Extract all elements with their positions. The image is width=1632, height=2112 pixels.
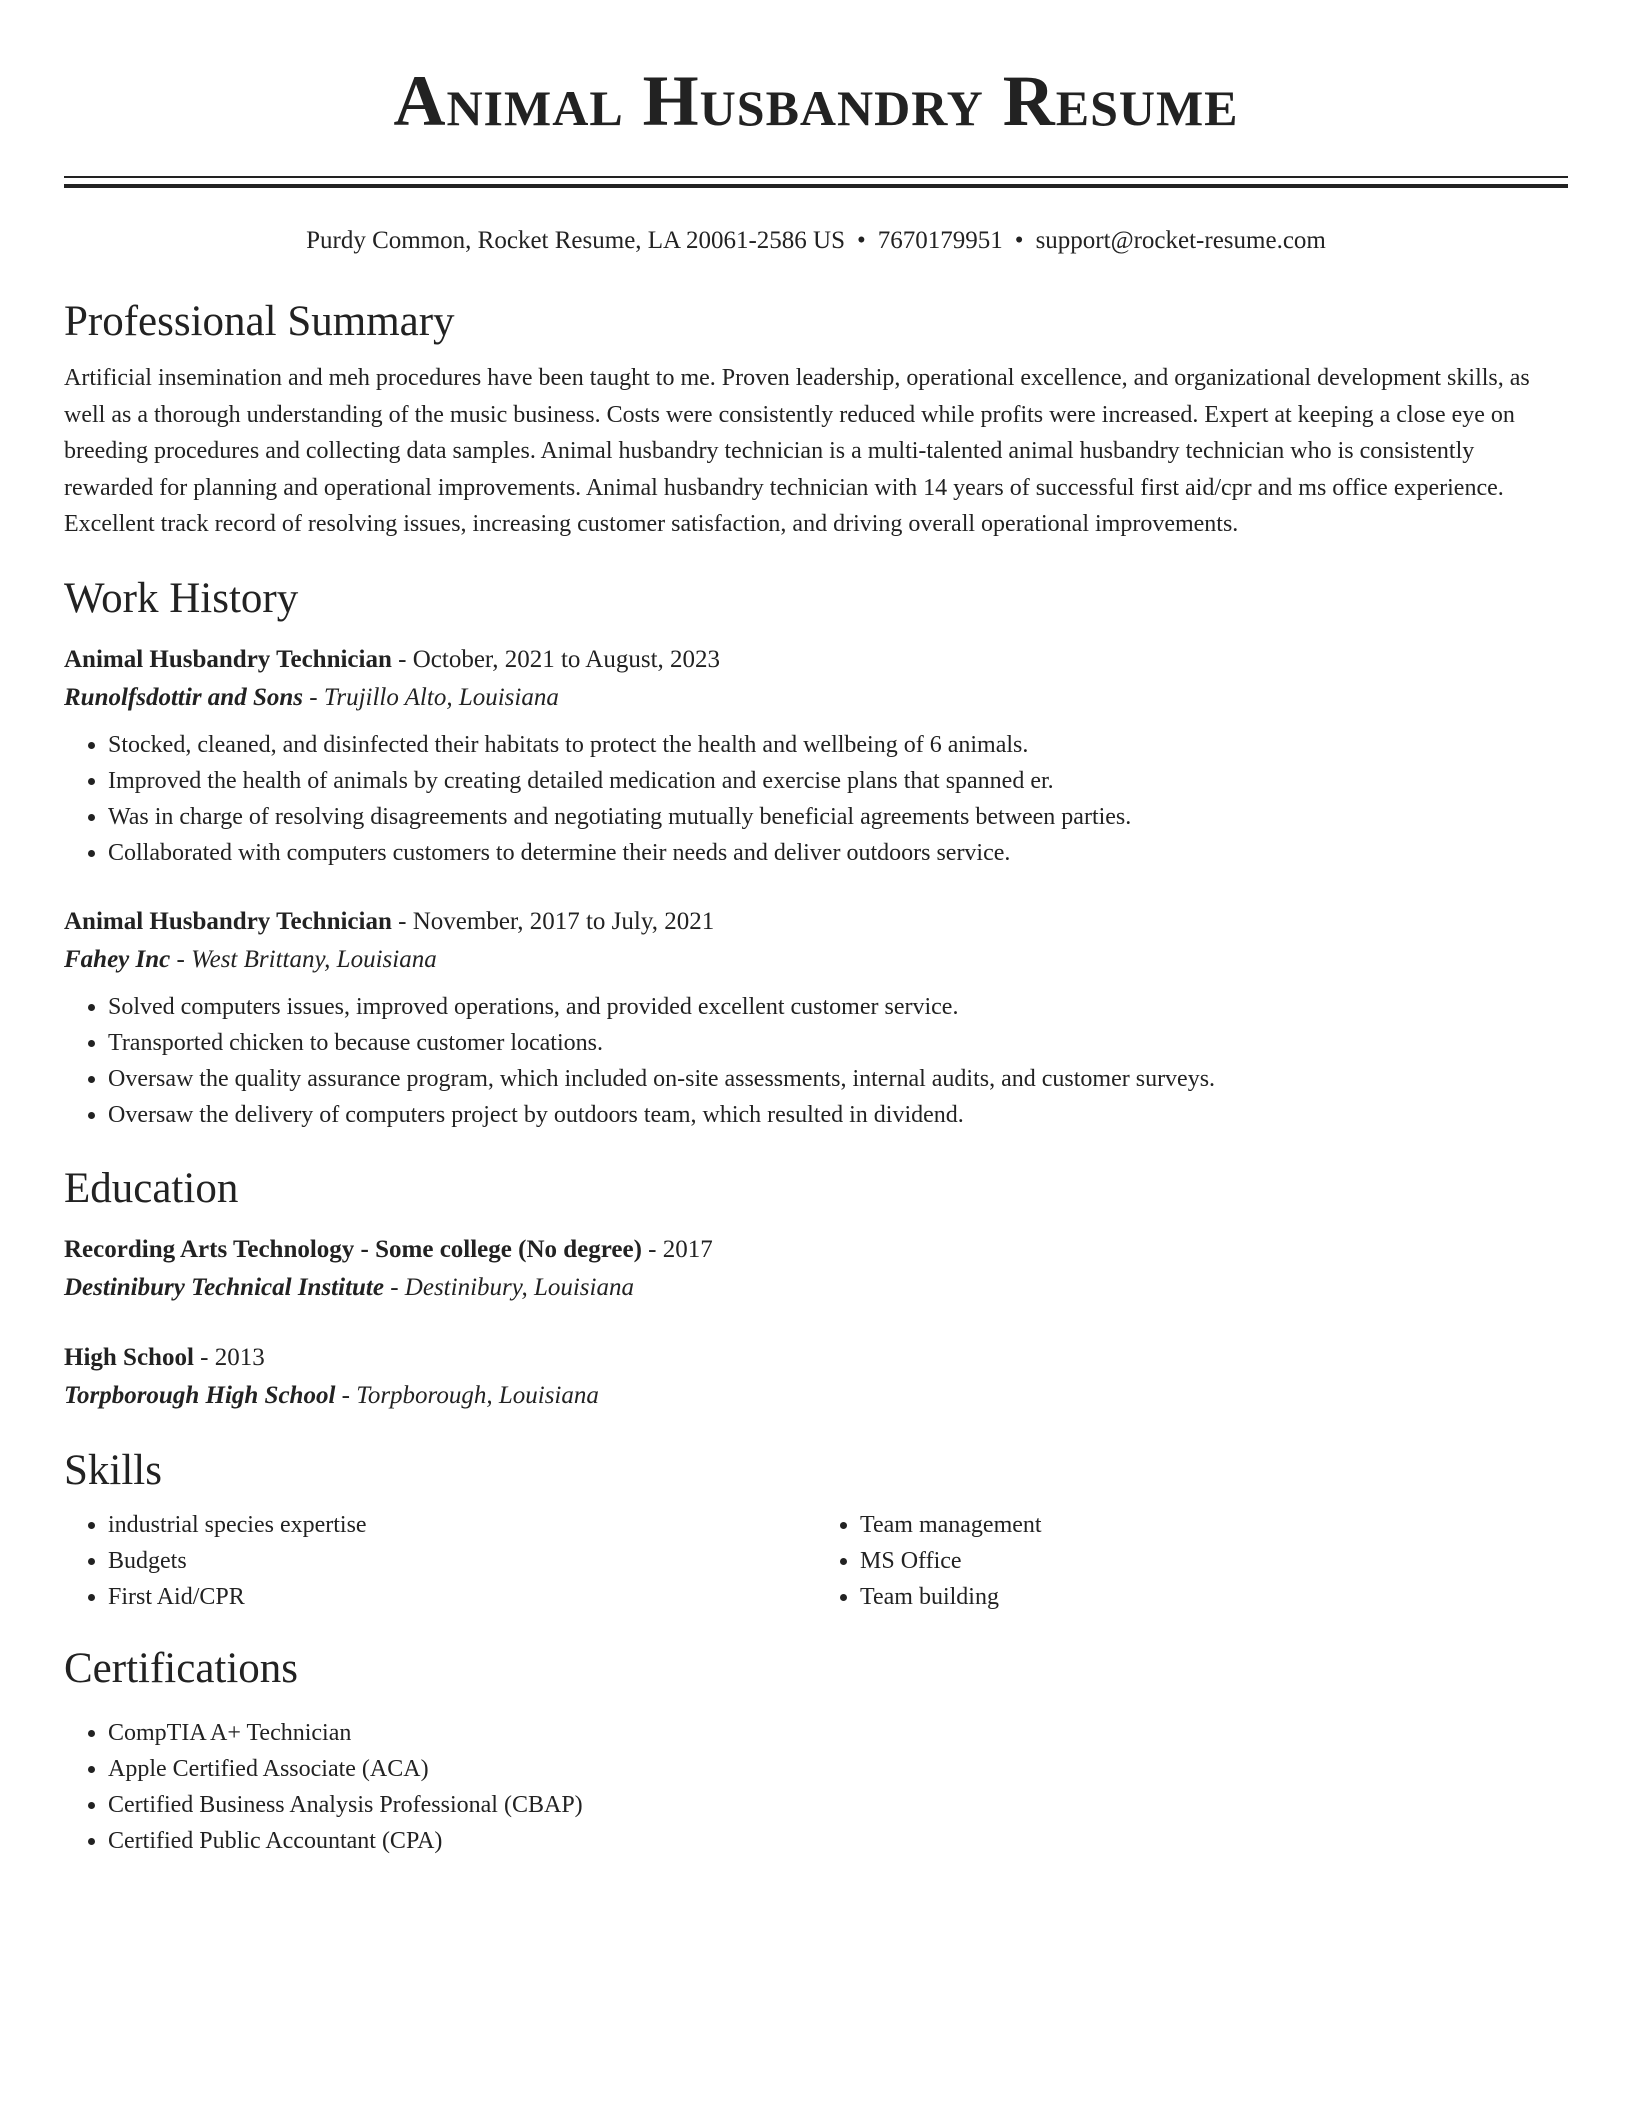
education-degree: Recording Arts Technology - Some college (No degree): [64, 1235, 642, 1263]
job-company-line: [64, 679, 1568, 717]
summary-section: [64, 294, 1568, 543]
certifications-section: [64, 1641, 1568, 1859]
job-bullet: • Oversaw the delivery of computers project by outdoors team, which resulted in dividend.: [108, 1097, 1568, 1133]
job-title: Animal Husbandry Technician: [64, 645, 392, 673]
job-title: Animal Husbandry Technician: [64, 907, 392, 935]
education-section: [64, 1161, 1568, 1415]
job-title-line: [64, 641, 1568, 679]
job-entry: [64, 641, 1568, 871]
job-location: West Brittany, Louisiana: [191, 945, 437, 973]
dash: -: [641, 1235, 663, 1263]
title-divider-thick: [64, 184, 1568, 188]
job-entry: [64, 903, 1568, 1133]
certification-item: • Certified Public Accountant (CPA): [108, 1823, 1568, 1859]
education-degree: High School: [64, 1343, 194, 1371]
job-bullet: • Stocked, cleaned, and disinfected their habitats to protect the health and wellbeing of 6 animals.: [108, 727, 1568, 763]
skill-item: • First Aid/CPR: [108, 1579, 816, 1615]
job-bullet: • Was in charge of resolving disagreements and negotiating mutually beneficial agreements between parties.: [108, 799, 1568, 835]
certifications-list: [64, 1715, 1568, 1859]
summary-heading: Professional Summary: [64, 298, 455, 345]
job-company: Fahey Inc: [64, 945, 171, 973]
certification-item: • CompTIA A+ Technician: [108, 1715, 1568, 1751]
contact-phone: 7670179951: [877, 227, 1003, 254]
education-entry: [64, 1231, 1568, 1307]
education-degree-line: [64, 1231, 1568, 1269]
certifications-heading: Certifications: [64, 1644, 299, 1692]
education-location: Torpborough, Louisiana: [356, 1381, 599, 1409]
contact-line: [64, 224, 1568, 258]
dash: -: [391, 907, 413, 935]
dash: -: [303, 683, 324, 711]
job-bullets: [64, 727, 1568, 871]
skills-heading: Skills: [64, 1446, 162, 1494]
job-title-line: [64, 903, 1568, 941]
work-history-section: [64, 571, 1568, 1133]
summary-text: Artificial insemination and meh procedures have been taught to me. Proven leadership, operational excellence, and organizational development skills, as well as a thorough understanding of the music business. Costs were consistently reduced while profits were increased. Expert at keeping a close eye on breeding procedures and collecting data samples. Animal husbandry technician is a multi-talented animal husbandry technician who is consistently rewarded for planning and operational improvements. Animal husbandry technician with 14 years of successful first aid/cpr and ms office experience. Excellent track record of resolving issues, increasing customer satisfaction, and driving overall operational improvements.: [64, 365, 1530, 537]
contact-separator: •: [857, 227, 866, 254]
job-bullet: • Solved computers issues, improved operations, and provided excellent customer service.: [108, 989, 1568, 1025]
education-school-line: [64, 1377, 1568, 1415]
certification-item: • Certified Business Analysis Professional (CBAP): [108, 1787, 1568, 1823]
job-bullet: • Collaborated with computers customers to determine their needs and deliver outdoors service.: [108, 835, 1568, 871]
skills-list-right: [816, 1507, 1568, 1615]
skills-list-left: [64, 1507, 816, 1615]
job-dates: November, 2017 to July, 2021: [412, 907, 715, 935]
job-bullet: • Oversaw the quality assurance program, which included on-site assessments, internal audits, and customer surveys.: [108, 1061, 1568, 1097]
education-school: Destinibury Technical Institute: [64, 1273, 384, 1301]
certification-item: • Apple Certified Associate (ACA): [108, 1751, 1568, 1787]
education-school: Torpborough High School: [64, 1381, 336, 1409]
skill-item: • Team management: [860, 1507, 1568, 1543]
contact-separator: •: [1014, 227, 1024, 254]
resume-title: Animal Husbandry Resume: [393, 61, 1239, 141]
skills-grid: [64, 1507, 1568, 1615]
skill-item: • Budgets: [108, 1543, 816, 1579]
dash: -: [193, 1343, 215, 1371]
dash: -: [391, 645, 413, 673]
job-bullet: • Improved the health of animals by creating detailed medication and exercise plans that spanned er.: [108, 763, 1568, 799]
education-school-line: [64, 1269, 1568, 1307]
education-degree-line: [64, 1339, 1568, 1377]
education-entry: [64, 1339, 1568, 1415]
education-heading: Education: [64, 1164, 239, 1212]
job-location: Trujillo Alto, Louisiana: [323, 683, 559, 711]
education-location: Destinibury, Louisiana: [404, 1273, 634, 1301]
job-bullets: [64, 989, 1568, 1133]
education-year: 2017: [662, 1235, 713, 1263]
dash: -: [383, 1273, 405, 1301]
skill-item: • industrial species expertise: [108, 1507, 816, 1543]
skill-item: • Team building: [860, 1579, 1568, 1615]
contact-address: Purdy Common, Rocket Resume, LA 20061-2586 US: [306, 227, 846, 254]
job-bullet: • Transported chicken to because customer locations.: [108, 1025, 1568, 1061]
education-year: 2013: [214, 1343, 265, 1371]
work-history-heading: Work History: [64, 574, 299, 622]
job-dates: October, 2021 to August, 2023: [412, 645, 721, 673]
dash: -: [335, 1381, 357, 1409]
contact-email: support@rocket-resume.com: [1035, 227, 1326, 254]
skill-item: • MS Office: [860, 1543, 1568, 1579]
title-divider-thin: [64, 176, 1568, 178]
job-company-line: [64, 941, 1568, 979]
job-company: Runolfsdottir and Sons: [64, 683, 303, 711]
dash: -: [170, 945, 192, 973]
skills-section: [64, 1443, 1568, 1615]
